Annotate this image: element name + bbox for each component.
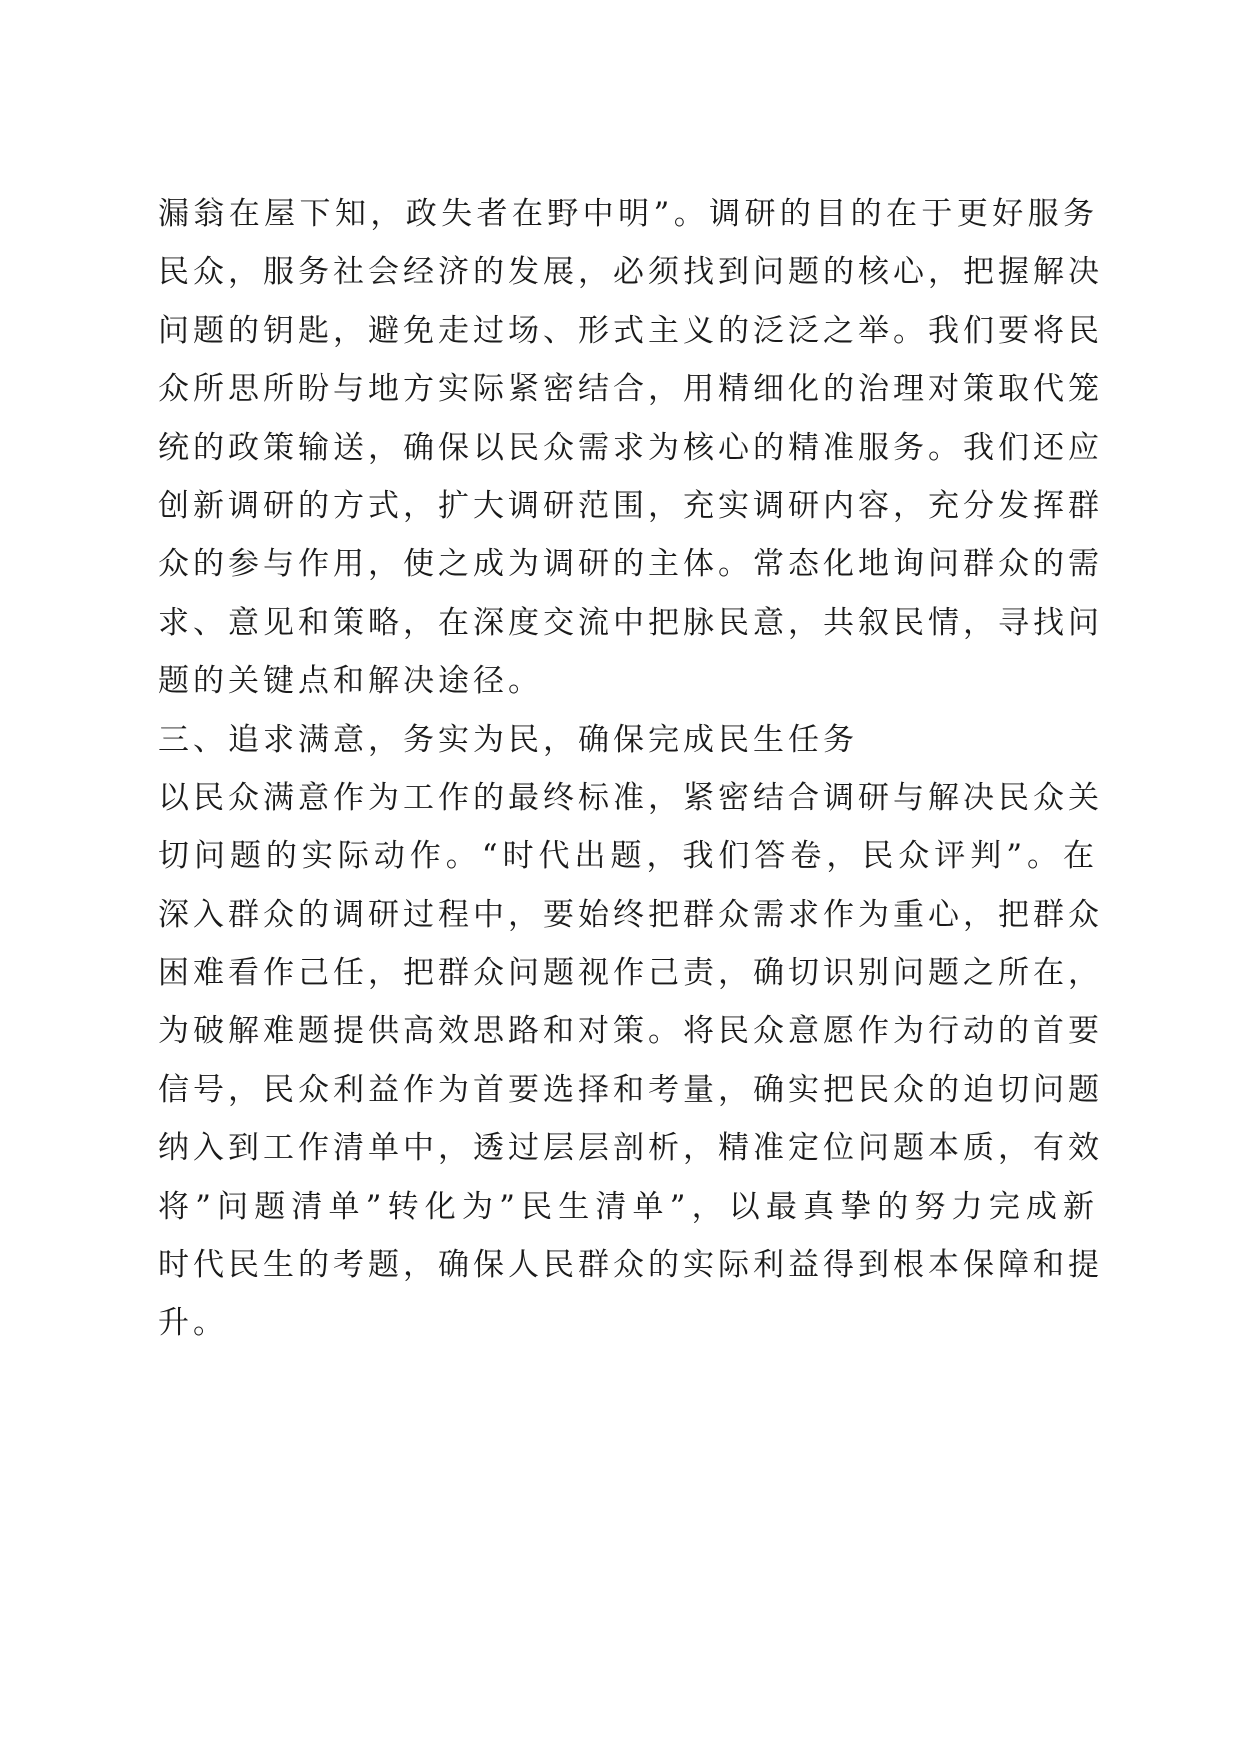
text-line: 以民众满意作为工作的最终标准，紧密结合调研与解决民众关 <box>158 779 1103 816</box>
text-line: 纳入到工作清单中，透过层层剖析，精准定位问题本质，有效 <box>158 1130 1103 1167</box>
text-line: 求、意见和策略，在深度交流中把脉民意，共叙民情，寻找问 <box>158 604 1103 641</box>
text-line: 时代民生的考题，确保人民群众的实际利益得到根本保障和提 <box>158 1247 1103 1284</box>
text-line: 信号，民众利益作为首要选择和考量，确实把民众的迫切问题 <box>158 1071 1103 1108</box>
text-line: 为破解难题提供高效思路和对策。将民众意愿作为行动的首要 <box>158 1013 1103 1050</box>
text-line: 将”问题清单”转化为”民生清单”，以最真挚的努力完成新 <box>158 1188 1098 1225</box>
text-line: 创新调研的方式，扩大调研范围，充实调研内容，充分发挥群 <box>158 487 1103 524</box>
text-line: 漏翁在屋下知，政失者在野中明”。调研的目的在于更好服务 <box>158 196 1098 232</box>
text-line: 众的参与作用，使之成为调研的主体。常态化地询问群众的需 <box>158 546 1103 583</box>
text-line: 升。 <box>158 1305 228 1342</box>
document-body <box>158 185 1103 1353</box>
text-line: 众所思所盼与地方实际紧密结合，用精细化的治理对策取代笼 <box>158 371 1103 408</box>
text-line: 民众，服务社会经济的发展，必须找到问题的核心，把握解决 <box>158 254 1103 291</box>
text-line: 切问题的实际动作。“时代出题，我们答卷，民众评判”。在 <box>158 838 1098 875</box>
text-line: 题的关键点和解决途径。 <box>158 663 543 700</box>
text-line: 统的政策输送，确保以民众需求为核心的精准服务。我们还应 <box>158 429 1103 466</box>
text-line: 深入群众的调研过程中，要始终把群众需求作为重心，把群众 <box>158 896 1103 933</box>
text-line: 问题的钥匙，避免走过场、形式主义的泛泛之举。我们要将民 <box>158 312 1103 349</box>
text-line: 困难看作己任，把群众问题视作己责，确切识别问题之所在， <box>158 955 1103 992</box>
section-heading: 三、追求满意，务实为民，确保完成民生任务 <box>158 721 858 758</box>
